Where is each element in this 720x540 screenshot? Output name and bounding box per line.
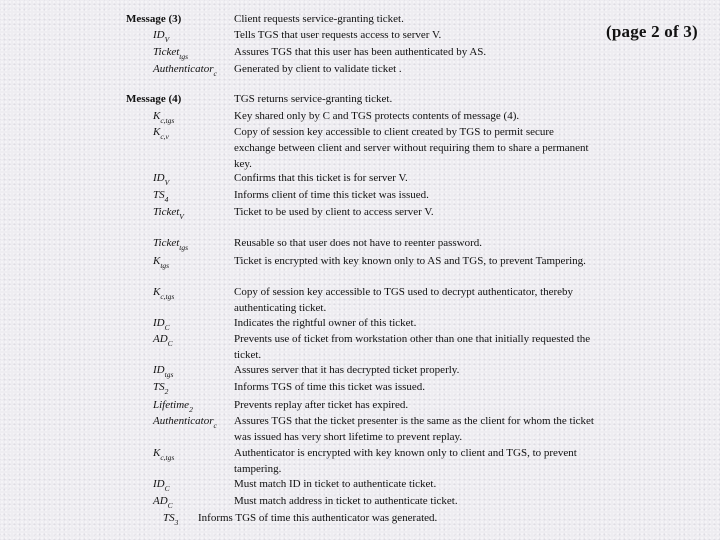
message3-header-desc: Client requests service-granting ticket. <box>234 13 404 25</box>
description: Prevents use of ticket from workstation other than one that initially requested the ticket. <box>234 333 591 361</box>
term: $TS_2$ <box>153 381 169 396</box>
term: $K_{c,tgs}$ <box>153 447 175 462</box>
message3-header: Message (3) <box>126 13 182 25</box>
term: $ID_C$ <box>153 478 170 493</box>
description: Must match ID in ticket to authenticate ticket. <box>234 478 437 490</box>
term: $AD_C$ <box>153 495 173 510</box>
description: Prevents replay after ticket has expired. <box>234 399 409 411</box>
description: Copy of session key accessible to TGS used to decrypt authenticator, thereby authenticating ticket. <box>234 286 574 314</box>
description: Authenticator is encrypted with key known only to client and TGS, to prevent tampering. <box>234 447 577 475</box>
description: Reusable so that user does not have to reenter password. <box>234 237 483 249</box>
description: Ticket to be used by client to access server V. <box>234 206 434 218</box>
description: Informs TGS of time this ticket was issued. <box>234 381 426 393</box>
term: $ID_V$ <box>153 172 170 187</box>
term: Ticket$_V$ <box>153 206 184 221</box>
term: Authenticator$_c$ <box>153 415 217 430</box>
page-number-label: (page 2 of 3) <box>606 22 698 41</box>
term: Lifetime$_2$ <box>153 399 193 414</box>
message4-header-desc: TGS returns service-granting ticket. <box>234 93 393 105</box>
term: Ticket$_{tgs}$ <box>153 46 189 61</box>
term: $ID_V$ <box>153 29 170 44</box>
term: $ID_{tgs}$ <box>153 364 174 379</box>
description: Informs client of time this ticket was issued. <box>234 189 429 201</box>
term: $TS_4$ <box>153 189 169 204</box>
term: $AD_C$ <box>153 333 173 348</box>
term: Ticket$_{tgs}$ <box>153 237 189 252</box>
description: Assures TGS that the ticket presenter is the same as the client for whom the ticket was issued has very short lifetime to prevent replay. <box>234 415 594 443</box>
description: Assures server that it has decrypted ticket properly. <box>234 364 460 376</box>
term: $K_{c,tgs}$ <box>153 110 175 125</box>
term: $K_{c,tgs}$ <box>153 286 175 301</box>
description: Indicates the rightful owner of this ticket. <box>234 317 417 329</box>
term: Authenticator$_c$ <box>153 63 217 78</box>
term: $ID_C$ <box>153 317 170 332</box>
term: $K_{tgs}$ <box>153 255 170 270</box>
description: Tells TGS that user requests access to server V. <box>234 29 442 41</box>
term: $K_{c,v}$ <box>153 126 169 141</box>
description: Copy of session key accessible to client created by TGS to permit secure exchange between client and server without requiring them to share a permanent key. <box>234 126 589 170</box>
description: Assures TGS that this user has been authenticated by AS. <box>234 46 487 58</box>
term: $TS_3$ <box>163 512 179 527</box>
description: Informs TGS of time this authenticator was generated. <box>198 512 438 524</box>
description: Must match address in ticket to authenticate ticket. <box>234 495 458 507</box>
description: Key shared only by C and TGS protects contents of message (4). <box>234 110 520 122</box>
description: Ticket is encrypted with key known only to AS and TGS, to prevent Tampering. <box>234 255 586 267</box>
description: Generated by client to validate ticket . <box>234 63 402 75</box>
description: Confirms that this ticket is for server V. <box>234 172 408 184</box>
message4-header: Message (4) <box>126 93 182 105</box>
